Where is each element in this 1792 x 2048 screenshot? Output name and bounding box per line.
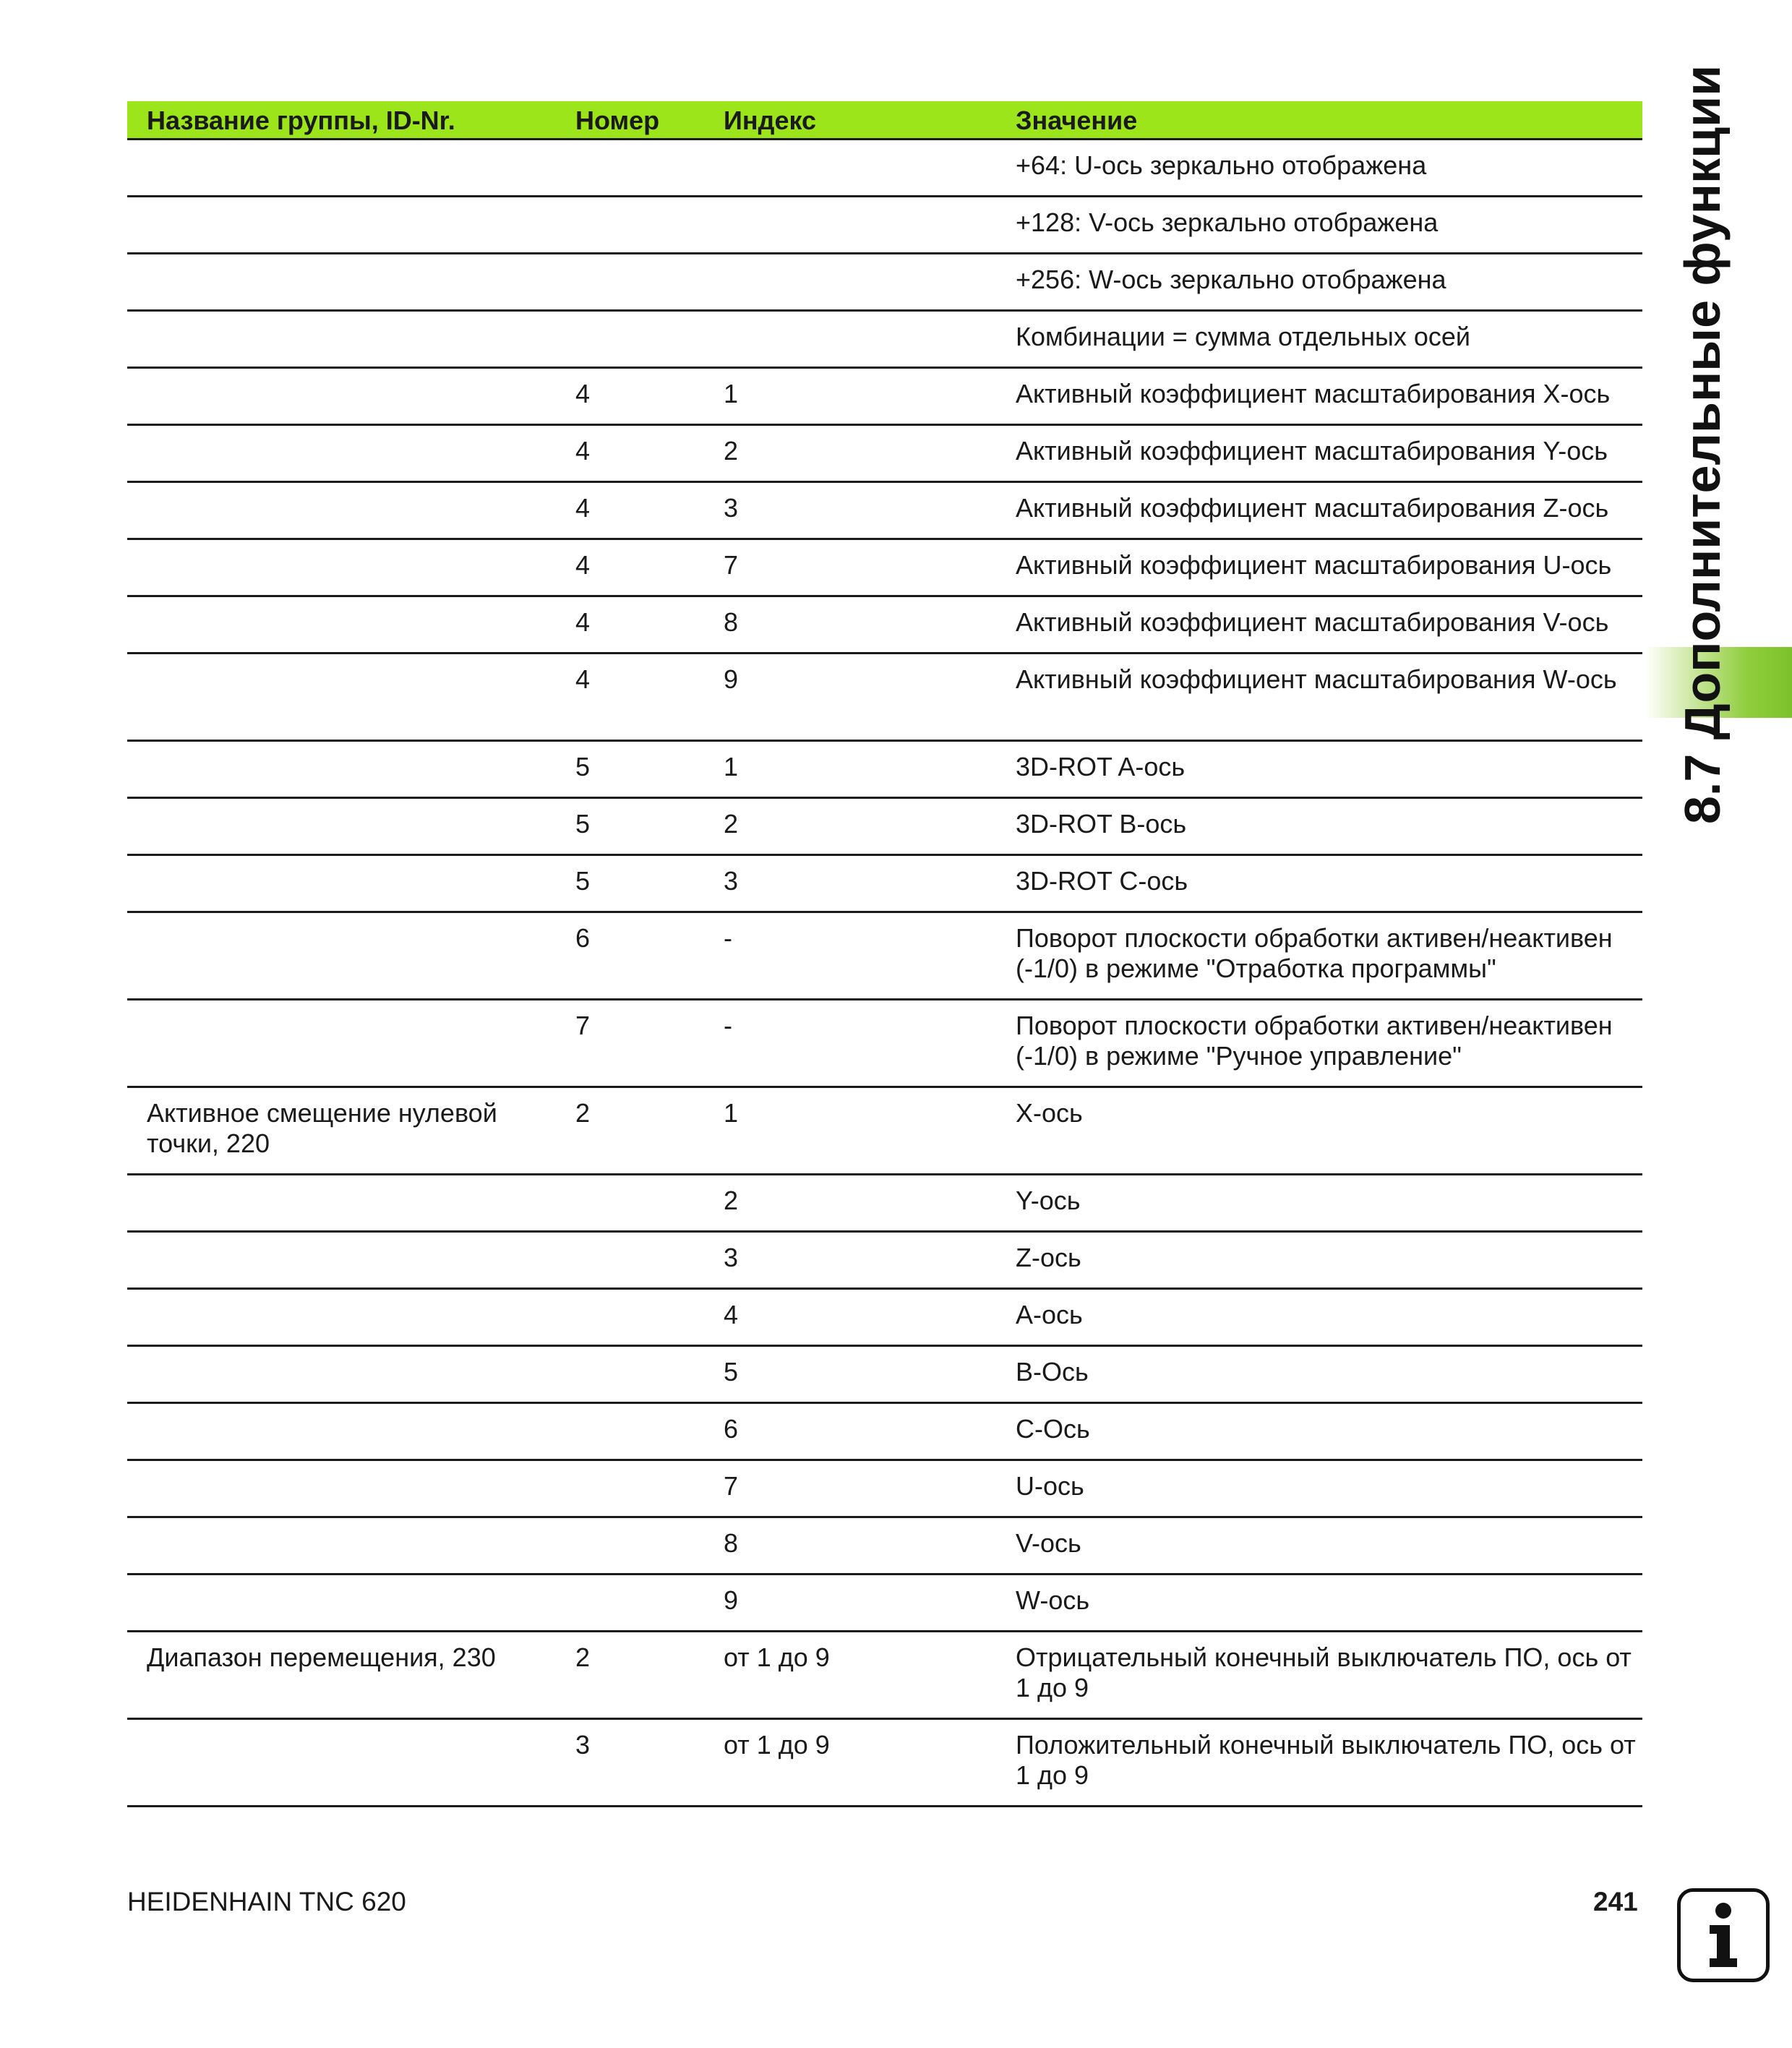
cell-index: от 1 до 9 [704,1718,996,1806]
cell-group-name [127,1231,556,1288]
table-row [127,854,1642,912]
cell-group-name [127,1345,556,1402]
table-body [127,139,1642,1806]
cell-group-name [127,1718,556,1806]
table-row [127,1517,1642,1574]
cell-value: Активный коэффициент масштабирования Z-ось [996,481,1642,539]
table-row [127,1087,1642,1174]
cell-number [556,1402,704,1460]
cell-value: U-ось [996,1460,1642,1517]
cell-index: 1 [704,1087,996,1174]
cell-number: 6 [556,912,704,999]
cell-index: 2 [704,1174,996,1231]
info-glyph [1681,1892,1766,1979]
cell-index: 1 [704,740,996,797]
cell-index: 5 [704,1345,996,1402]
header-row [127,101,1642,139]
cell-index: 8 [704,596,996,653]
cell-number [556,1345,704,1402]
cell-value: Активный коэффициент масштабирования X-ось [996,367,1642,424]
header-number: Номер [556,101,704,139]
table-row [127,596,1642,653]
cell-group-name [127,1574,556,1631]
cell-index [704,310,996,367]
cell-number [556,253,704,310]
cell-value: B-Ось [996,1345,1642,1402]
cell-number [556,1231,704,1288]
table-row [127,139,1642,196]
cell-group-name [127,797,556,854]
cell-index: 3 [704,854,996,912]
table-header [127,101,1642,139]
cell-index: 3 [704,481,996,539]
table-row [127,999,1642,1087]
cell-index: 3 [704,1231,996,1288]
cell-value: Положительный конечный выключатель ПО, ось от 1 до 9 [996,1718,1642,1806]
cell-group-name [127,310,556,367]
cell-index: 4 [704,1288,996,1345]
cell-value: Y-ось [996,1174,1642,1231]
cell-group-name [127,1460,556,1517]
cell-number: 4 [556,367,704,424]
cell-value: +128: V-ось зеркально отображена [996,196,1642,253]
cell-value: X-ось [996,1087,1642,1174]
cell-number [556,310,704,367]
cell-number: 4 [556,481,704,539]
parameter-table [127,101,1642,1807]
footer-product-name: HEIDENHAIN TNC 620 [127,1887,406,1916]
cell-value: 3D-ROT A-ось [996,740,1642,797]
cell-index: - [704,999,996,1087]
cell-group-name [127,196,556,253]
cell-index: 8 [704,1517,996,1574]
cell-number: 4 [556,596,704,653]
cell-value: Поворот плоскости обработки активен/неактивен (-1/0) в режиме "Ручное управление" [996,999,1642,1087]
cell-number [556,1174,704,1231]
table-row [127,424,1642,481]
cell-number: 4 [556,653,704,740]
cell-group-name [127,912,556,999]
cell-number: 4 [556,539,704,596]
table-row [127,1402,1642,1460]
cell-group-name [127,367,556,424]
cell-group-name [127,253,556,310]
cell-number [556,1288,704,1345]
cell-number [556,1460,704,1517]
table-row [127,481,1642,539]
table-row [127,912,1642,999]
cell-value: A-ось [996,1288,1642,1345]
cell-group-name [127,1517,556,1574]
cell-group-name [127,999,556,1087]
table-row [127,797,1642,854]
cell-index: 1 [704,367,996,424]
table-row [127,196,1642,253]
cell-number [556,139,704,196]
table-row [127,1174,1642,1231]
cell-value: C-Ось [996,1402,1642,1460]
header-index: Индекс [704,101,996,139]
cell-number [556,1574,704,1631]
table-row [127,1288,1642,1345]
cell-index [704,253,996,310]
cell-number: 5 [556,797,704,854]
cell-value: Z-ось [996,1231,1642,1288]
info-icon[interactable] [1677,1888,1770,1982]
table-row [127,1631,1642,1718]
cell-value: Активный коэффициент масштабирования V-ось [996,596,1642,653]
cell-number: 2 [556,1631,704,1718]
cell-index [704,139,996,196]
cell-index: 7 [704,539,996,596]
cell-index: от 1 до 9 [704,1631,996,1718]
table-row [127,740,1642,797]
cell-index: - [704,912,996,999]
cell-value: Комбинации = сумма отдельных осей [996,310,1642,367]
table-row [127,539,1642,596]
cell-value: Активный коэффициент масштабирования U-ось [996,539,1642,596]
cell-value: W-ось [996,1574,1642,1631]
cell-group-name [127,139,556,196]
cell-value: +64: U-ось зеркально отображена [996,139,1642,196]
cell-group-name [127,1288,556,1345]
cell-value: +256: W-ось зеркально отображена [996,253,1642,310]
cell-value: 3D-ROT C-ось [996,854,1642,912]
table-row [127,367,1642,424]
cell-group-name [127,481,556,539]
cell-index: 2 [704,424,996,481]
cell-group-name [127,539,556,596]
cell-group-name [127,740,556,797]
cell-number: 5 [556,740,704,797]
footer-page-number: 241 [1593,1887,1638,1916]
cell-group-name: Диапазон перемещения, 230 [127,1631,556,1718]
table-row [127,1574,1642,1631]
table-row [127,310,1642,367]
cell-group-name [127,854,556,912]
cell-number [556,196,704,253]
cell-value: Поворот плоскости обработки активен/неактивен (-1/0) в режиме "Отработка программы" [996,912,1642,999]
cell-value: 3D-ROT B-ось [996,797,1642,854]
cell-index: 7 [704,1460,996,1517]
cell-index [704,196,996,253]
cell-number [556,1517,704,1574]
cell-group-name [127,1174,556,1231]
cell-group-name [127,424,556,481]
table-row [127,653,1642,740]
cell-index: 2 [704,797,996,854]
cell-group-name [127,653,556,740]
header-group-name: Название группы, ID-Nr. [127,101,556,139]
table-row [127,1718,1642,1806]
cell-index: 6 [704,1402,996,1460]
cell-index: 9 [704,1574,996,1631]
cell-group-name [127,596,556,653]
cell-number: 2 [556,1087,704,1174]
cell-value: Активный коэффициент масштабирования Y-ось [996,424,1642,481]
table-row [127,253,1642,310]
table-row [127,1345,1642,1402]
cell-number: 4 [556,424,704,481]
cell-value: Активный коэффициент масштабирования W-ось [996,653,1642,740]
cell-number: 3 [556,1718,704,1806]
header-value: Значение [996,101,1642,139]
chapter-side-title: 8.7 Дополнительные функции [1674,64,1731,824]
cell-number: 7 [556,999,704,1087]
cell-number: 5 [556,854,704,912]
cell-index: 9 [704,653,996,740]
cell-group-name [127,1402,556,1460]
cell-group-name: Активное смещение нулевой точки, 220 [127,1087,556,1174]
cell-value: Отрицательный конечный выключатель ПО, ось от 1 до 9 [996,1631,1642,1718]
table-row [127,1231,1642,1288]
table-row [127,1460,1642,1517]
cell-value: V-ось [996,1517,1642,1574]
